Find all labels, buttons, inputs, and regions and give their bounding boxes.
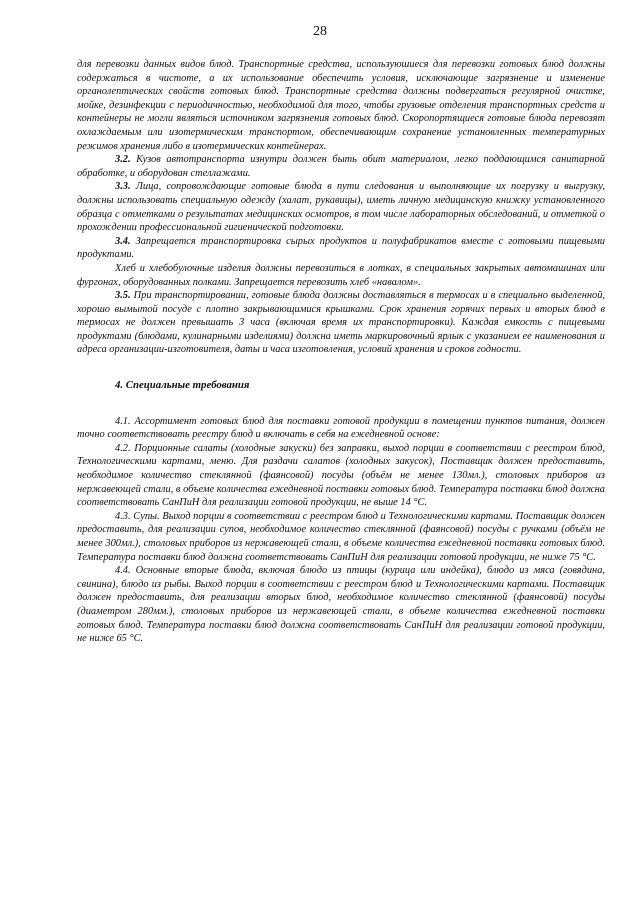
paragraph-4-2: 4.2. Порционные салаты (холодные закуски) без заправки, выход порции в соответствии с реестром блюд, Технологическими картами, меню. Для раздачи салатов (холодных закусок), Поставщик должен предоставить, необходимое количество стеклянной (фаянсовой) посуды (объём не менее 130мл.), столовых приборов из нержавеющей стали, в объеме количества ежедневной поставки готовых блюд. Температура поставки блюд должна соответствовать СанПиН для реализации готовой продукции, не выше 14 °С. [77, 442, 605, 509]
paragraph-3-4 [77, 235, 605, 262]
paragraph-bread: Хлеб и хлебобулочные изделия должны перевозиться в лотках, в специальных закрытых автомашинах или фургонах, оборудованных полками. Запрещается перевозить хлеб «навалом». [77, 262, 605, 288]
section-heading-4: 4. Специальные требования [115, 379, 250, 392]
clause-text: При транспортировании, готовые блюда должны доставляться в термосах и в специально выделенной, хорошо вымытой посуде с плотно закрывающимися крышками. Срок хранения горячих первых и вторых блюд в термосах не должен превышать 3 часа (включая время их транспортировки). Каждая емкость с пищевыми продуктами (блюдами, кулинарными изделиями) должна иметь маркировочный ярлык с указанием ее наименования и адреса организации-изготовителя, даты и часа изготовления, условий хранения и сроков годности. [77, 290, 605, 356]
clause-number: 3.5. [115, 290, 131, 302]
clause-number: 3.2. [115, 154, 131, 166]
clause-text: Кузов автотранспорта изнутри должен быть обит материалом, легко поддающимся санитарной обработке, и оборудован стеллажами. [77, 154, 605, 179]
paragraph-3-3 [77, 180, 605, 234]
clause-number: 3.3. [115, 181, 131, 193]
paragraph-3-2 [77, 153, 605, 180]
clause-number: 3.4. [115, 235, 131, 247]
paragraph-4-1: 4.1. Ассортимент готовых блюд для поставки готовой продукции в помещении пунктов питания, должен точно соответствовать реестру блюд и включать в себя на ежедневной основе: [77, 415, 605, 441]
document-body [77, 58, 605, 646]
page-number: 28 [313, 24, 327, 39]
clause-text: Запрещается транспортировка сырых продуктов и полуфабрикатов вместе с готовыми пищевыми продуктами. [77, 235, 605, 261]
paragraph-4-4: 4.4. Основные вторые блюда, включая блюдо из птицы (курица или индейка), блюдо из мяса (говядина, свинина), блюдо из рыбы. Выход порции в соответствии с реестром блюд и Технологическими картами. Поставщик должен предоставить, для реализации вторых блюд, необходимое количество стеклянной (фаянсовой) посуды (диаметром 280мм.), столовых приборов из нержавеющей стали, в объеме количества ежедневной поставки готовых блюд. Температура поставки блюд должна соответствовать СанПиН для реализации готовой продукции, не ниже 65 °С. [77, 565, 605, 645]
clause-text: Лица, сопровождающие готовые блюда в пути следования и выполняющие их погрузку и выгрузку, должны использовать специальную одежду (халат, рукавицы), иметь личную медицинскую книжку установленного образца с отметками о результатах медицинских осмотров, в том числе лабораторных обследований, и отметкой о прохождении профессиональной гигиенической подготовки. [77, 181, 605, 234]
paragraph-4-3: 4.3. Супы. Выход порции в соответствии с реестром блюд и Технологическими картами. Поставщик должен предоставить, для реализации супов, необходимое количество стеклянной (фаянсовой) посуды с ручками (объём не менее 300мл.), столовых приборов из нержавеющей стали, в объеме количества ежедневной поставки готовых блюд. Температура поставки блюд должна соответствовать СанПиН для реализации готовой продукции, не ниже 75 °С. [77, 510, 605, 563]
paragraph-3-5 [77, 289, 605, 357]
paragraph-transport-vehicles: для перевозки данных видов блюд. Транспортные средства, используюшиеся для перевозки готовых блюд должны содержаться в чистоте, а их использование обеспечить условия, исключающие загрязнение и изменение органолептических свойств готовых блюд. Транспортные средства должны подвергаться регулярной очистке, мойке, дезинфекции с периодичностью, необходимой для того, чтобы грузовые отделения транспортных средств и контейнеры не могли являться источником загрязнения готовых блюд. Скоропортящиеся готовые блюда перевозят охлаждаемым или изотермическим транспортом, обеспечивающим сохранение установленных температурных режимов хранения либо в изотермических контейнерах. [77, 59, 605, 152]
